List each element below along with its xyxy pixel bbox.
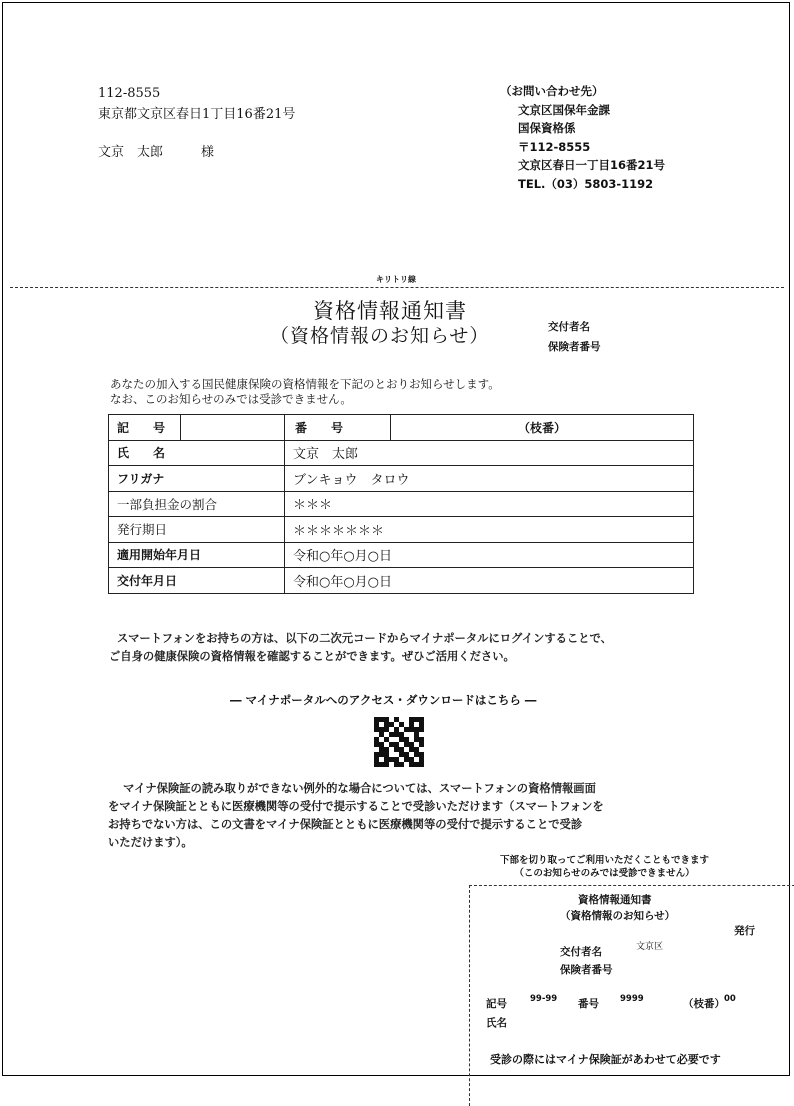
recipient-address: 東京都文京区春日1丁目16番21号 xyxy=(98,107,296,122)
cut-line xyxy=(10,287,784,288)
exception-line-4: いただけます）。 xyxy=(108,836,193,849)
table-row xyxy=(109,440,694,466)
bango-label: 番 号 xyxy=(285,415,391,441)
info-table xyxy=(108,414,694,594)
inquiry-postal: 〒112-8555 xyxy=(518,139,591,154)
row-label-furigana: フリガナ xyxy=(109,466,285,492)
stub-note-line-1: 下部を切り取ってご利用いただくこともできます xyxy=(500,855,710,866)
inquiry-section: 国保資格係 xyxy=(518,121,576,135)
exception-paragraph xyxy=(108,780,604,852)
row-label-issue-date: 発行期日 xyxy=(109,517,285,543)
exception-line-2: をマイナ保険証とともに医療機関等の受付で提示することで受診いただけます（スマートフォンを xyxy=(108,800,604,813)
edaban-label: （枝番） xyxy=(391,415,694,441)
table-row xyxy=(109,466,694,492)
stub-issued: 発行 xyxy=(734,925,755,937)
document-title: 資格情報通知書 xyxy=(313,299,467,323)
kigo-value xyxy=(181,415,285,441)
stub-edaban-label: （枝番） xyxy=(683,998,725,1010)
kigo-label: 記 号 xyxy=(109,415,181,441)
intro-text xyxy=(110,377,500,407)
row-label-delivery-date: 交付年月日 xyxy=(109,568,285,594)
inquiry-address: 文京区春日一丁目16番21号 xyxy=(518,158,666,172)
stub-footer: 受診の際にはマイナ保険証があわせて必要です xyxy=(490,1053,721,1066)
cut-line-label: キリトリ線 xyxy=(376,275,416,284)
qr-code-icon[interactable] xyxy=(374,717,424,767)
inquiry-tel: TEL.（03）5803-1192 xyxy=(518,176,654,191)
stub-kigo-value: 99-99 xyxy=(530,994,558,1004)
row-value-furigana: ブンキョウ タロウ xyxy=(285,466,694,492)
row-value-copay: ＊＊＊ xyxy=(285,491,694,517)
document-subtitle: （資格情報のお知らせ） xyxy=(270,325,490,347)
exception-line-1: マイナ保険証の読み取りができない例外的な場合については、スマートフォンの資格情報画面 xyxy=(123,782,596,795)
inquiry-block xyxy=(500,82,665,193)
table-row xyxy=(109,542,694,568)
row-label-name: 氏 名 xyxy=(109,440,285,466)
intro-line-1: あなたの加入する国民健康保険の資格情報を下記のとおりお知らせします。 xyxy=(110,377,500,391)
recipient-postal-code: 112-8555 xyxy=(98,86,161,101)
stub-edaban-value: 00 xyxy=(724,994,736,1004)
table-row xyxy=(109,415,694,441)
stub-name-label: 氏名 xyxy=(486,1017,507,1029)
inquiry-dept: 文京区国保年金課 xyxy=(518,102,610,117)
stub-kigo-label: 記号 xyxy=(486,998,507,1010)
insurer-number-label: 保険者番号 xyxy=(548,341,601,353)
stub-insurer-label: 保険者番号 xyxy=(560,964,613,976)
row-value-start-date: 令和○年○月○日 xyxy=(285,542,694,568)
stub-bango-value: 9999 xyxy=(620,994,644,1004)
smartphone-line-2: ご自身の健康保険の資格情報を確認することができます。ぜひご活用ください。 xyxy=(109,650,515,663)
inquiry-heading: （お問い合わせ先） xyxy=(500,84,604,98)
exception-line-3: お持ちでない方は、この文書をマイナ保険証とともに医療機関等の受付で提示することで受診 xyxy=(108,818,583,831)
stub-issuer-label: 交付者名 xyxy=(560,946,602,958)
stub-issuer-value: 文京区 xyxy=(636,942,664,952)
smartphone-paragraph xyxy=(109,630,612,666)
row-label-copay: 一部負担金の割合 xyxy=(109,491,285,517)
stub-title: 資格情報通知書 xyxy=(578,894,652,906)
stub-note xyxy=(500,854,709,880)
row-value-name: 文京 太郎 xyxy=(285,440,694,466)
recipient-name-line xyxy=(98,142,295,163)
recipient-honorific: 様 xyxy=(201,145,215,160)
stub-bango-label: 番号 xyxy=(578,998,599,1010)
row-label-start-date: 適用開始年月日 xyxy=(109,542,285,568)
recipient-name: 文京 太郎 xyxy=(98,145,164,160)
stub-note-line-2: （このお知らせのみでは受診できません） xyxy=(514,868,695,879)
intro-line-2: なお、このお知らせのみでは受診できません。 xyxy=(110,392,352,406)
portal-heading: ― マイナポータルへのアクセス・ダウンロードはこちら ― xyxy=(230,693,537,707)
row-value-issue-date: ＊＊＊＊＊＊＊ xyxy=(285,517,694,543)
recipient-block xyxy=(98,83,295,163)
issuer-label: 交付者名 xyxy=(548,321,590,333)
table-row xyxy=(109,491,694,517)
stub-subtitle: （資格情報のお知らせ） xyxy=(560,910,676,922)
document-meta xyxy=(548,317,601,357)
row-value-delivery-date: 令和○年○月○日 xyxy=(285,568,694,594)
smartphone-line-1: スマートフォンをお持ちの方は、以下の二次元コードからマイナポータルにログインすることで、 xyxy=(117,632,612,645)
table-row xyxy=(109,568,694,594)
table-row xyxy=(109,517,694,543)
